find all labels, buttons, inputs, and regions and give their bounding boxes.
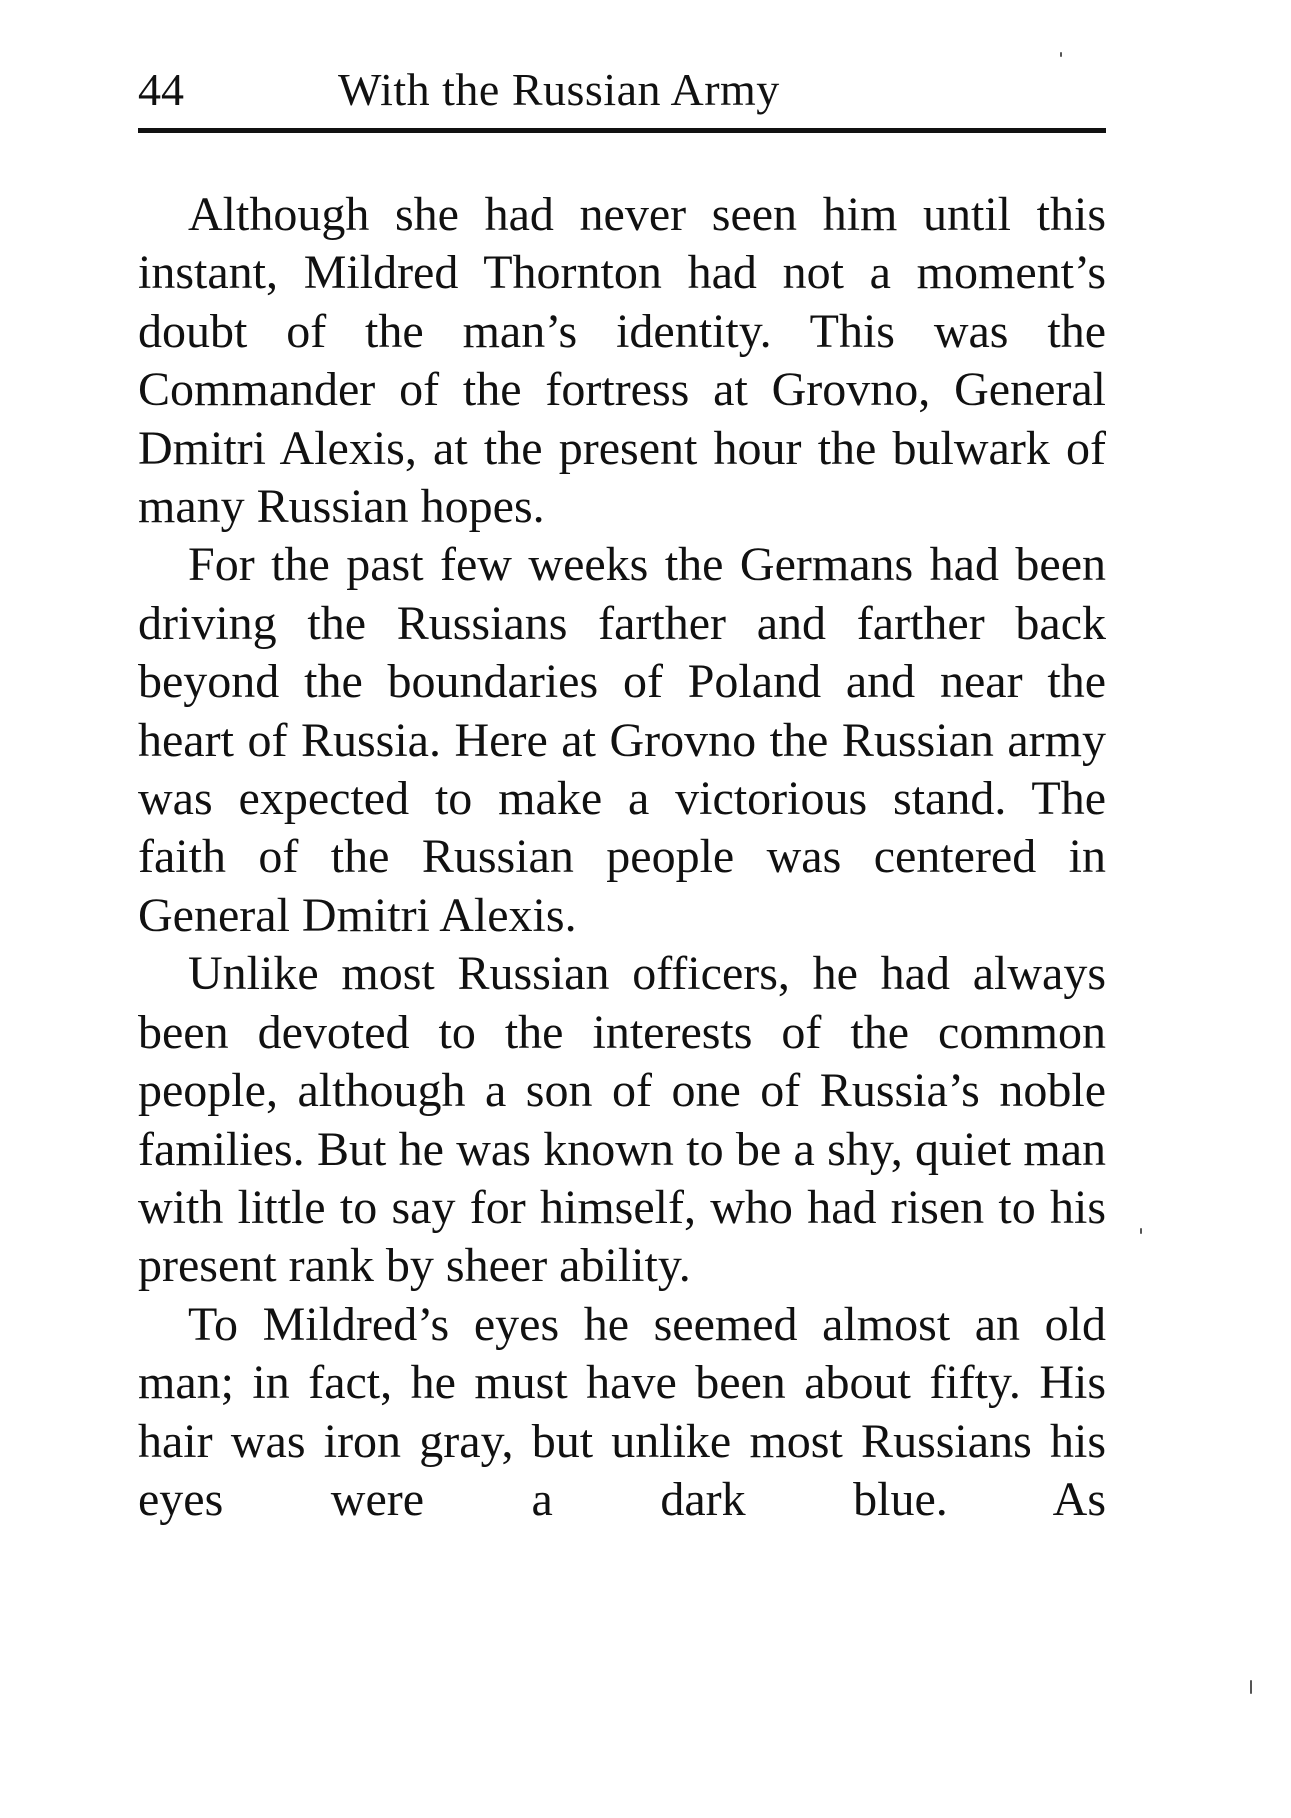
- paragraph-3: Unlike most Russian officers, he had always been devoted to the interests of the common people, although a son of one of Russia’s noble families. But he was known to be a shy, quiet man with little to say for himself, who had risen to his present rank by sheer ability.: [138, 947, 1106, 1293]
- running-title: With the Russian Army: [338, 64, 780, 115]
- paragraph-2: For the past few weeks the Germans had been driving the Russians farther and farther back beyond the boundaries of Poland and near the heart of Russia. Here at Grovno the Russian army was expected to make a victorious stand. The faith of the Russian people was centered in General Dmitri Alexis.: [138, 538, 1106, 942]
- page-header: [138, 60, 1106, 120]
- print-speck: [1060, 52, 1062, 57]
- paragraph-1: Although she had never seen him until this instant, Mildred Thornton had not a moment’s doubt of the man’s identity. This was the Commander of the fortress at Grovno, General Dmitri Alexis, at the present hour the bulwark of many Russian hopes.: [138, 188, 1106, 534]
- paragraph-4: To Mildred’s eyes he seemed almost an old man; in fact, he must have been about fifty. His hair was iron gray, but unlike most Russians his eyes were a dark blue. As: [138, 1297, 1106, 1526]
- print-speck: [1250, 1680, 1252, 1694]
- header-rule: [138, 128, 1106, 133]
- page-number: 44: [138, 64, 184, 115]
- body-text: [138, 186, 1106, 1529]
- print-speck: [1140, 1228, 1142, 1234]
